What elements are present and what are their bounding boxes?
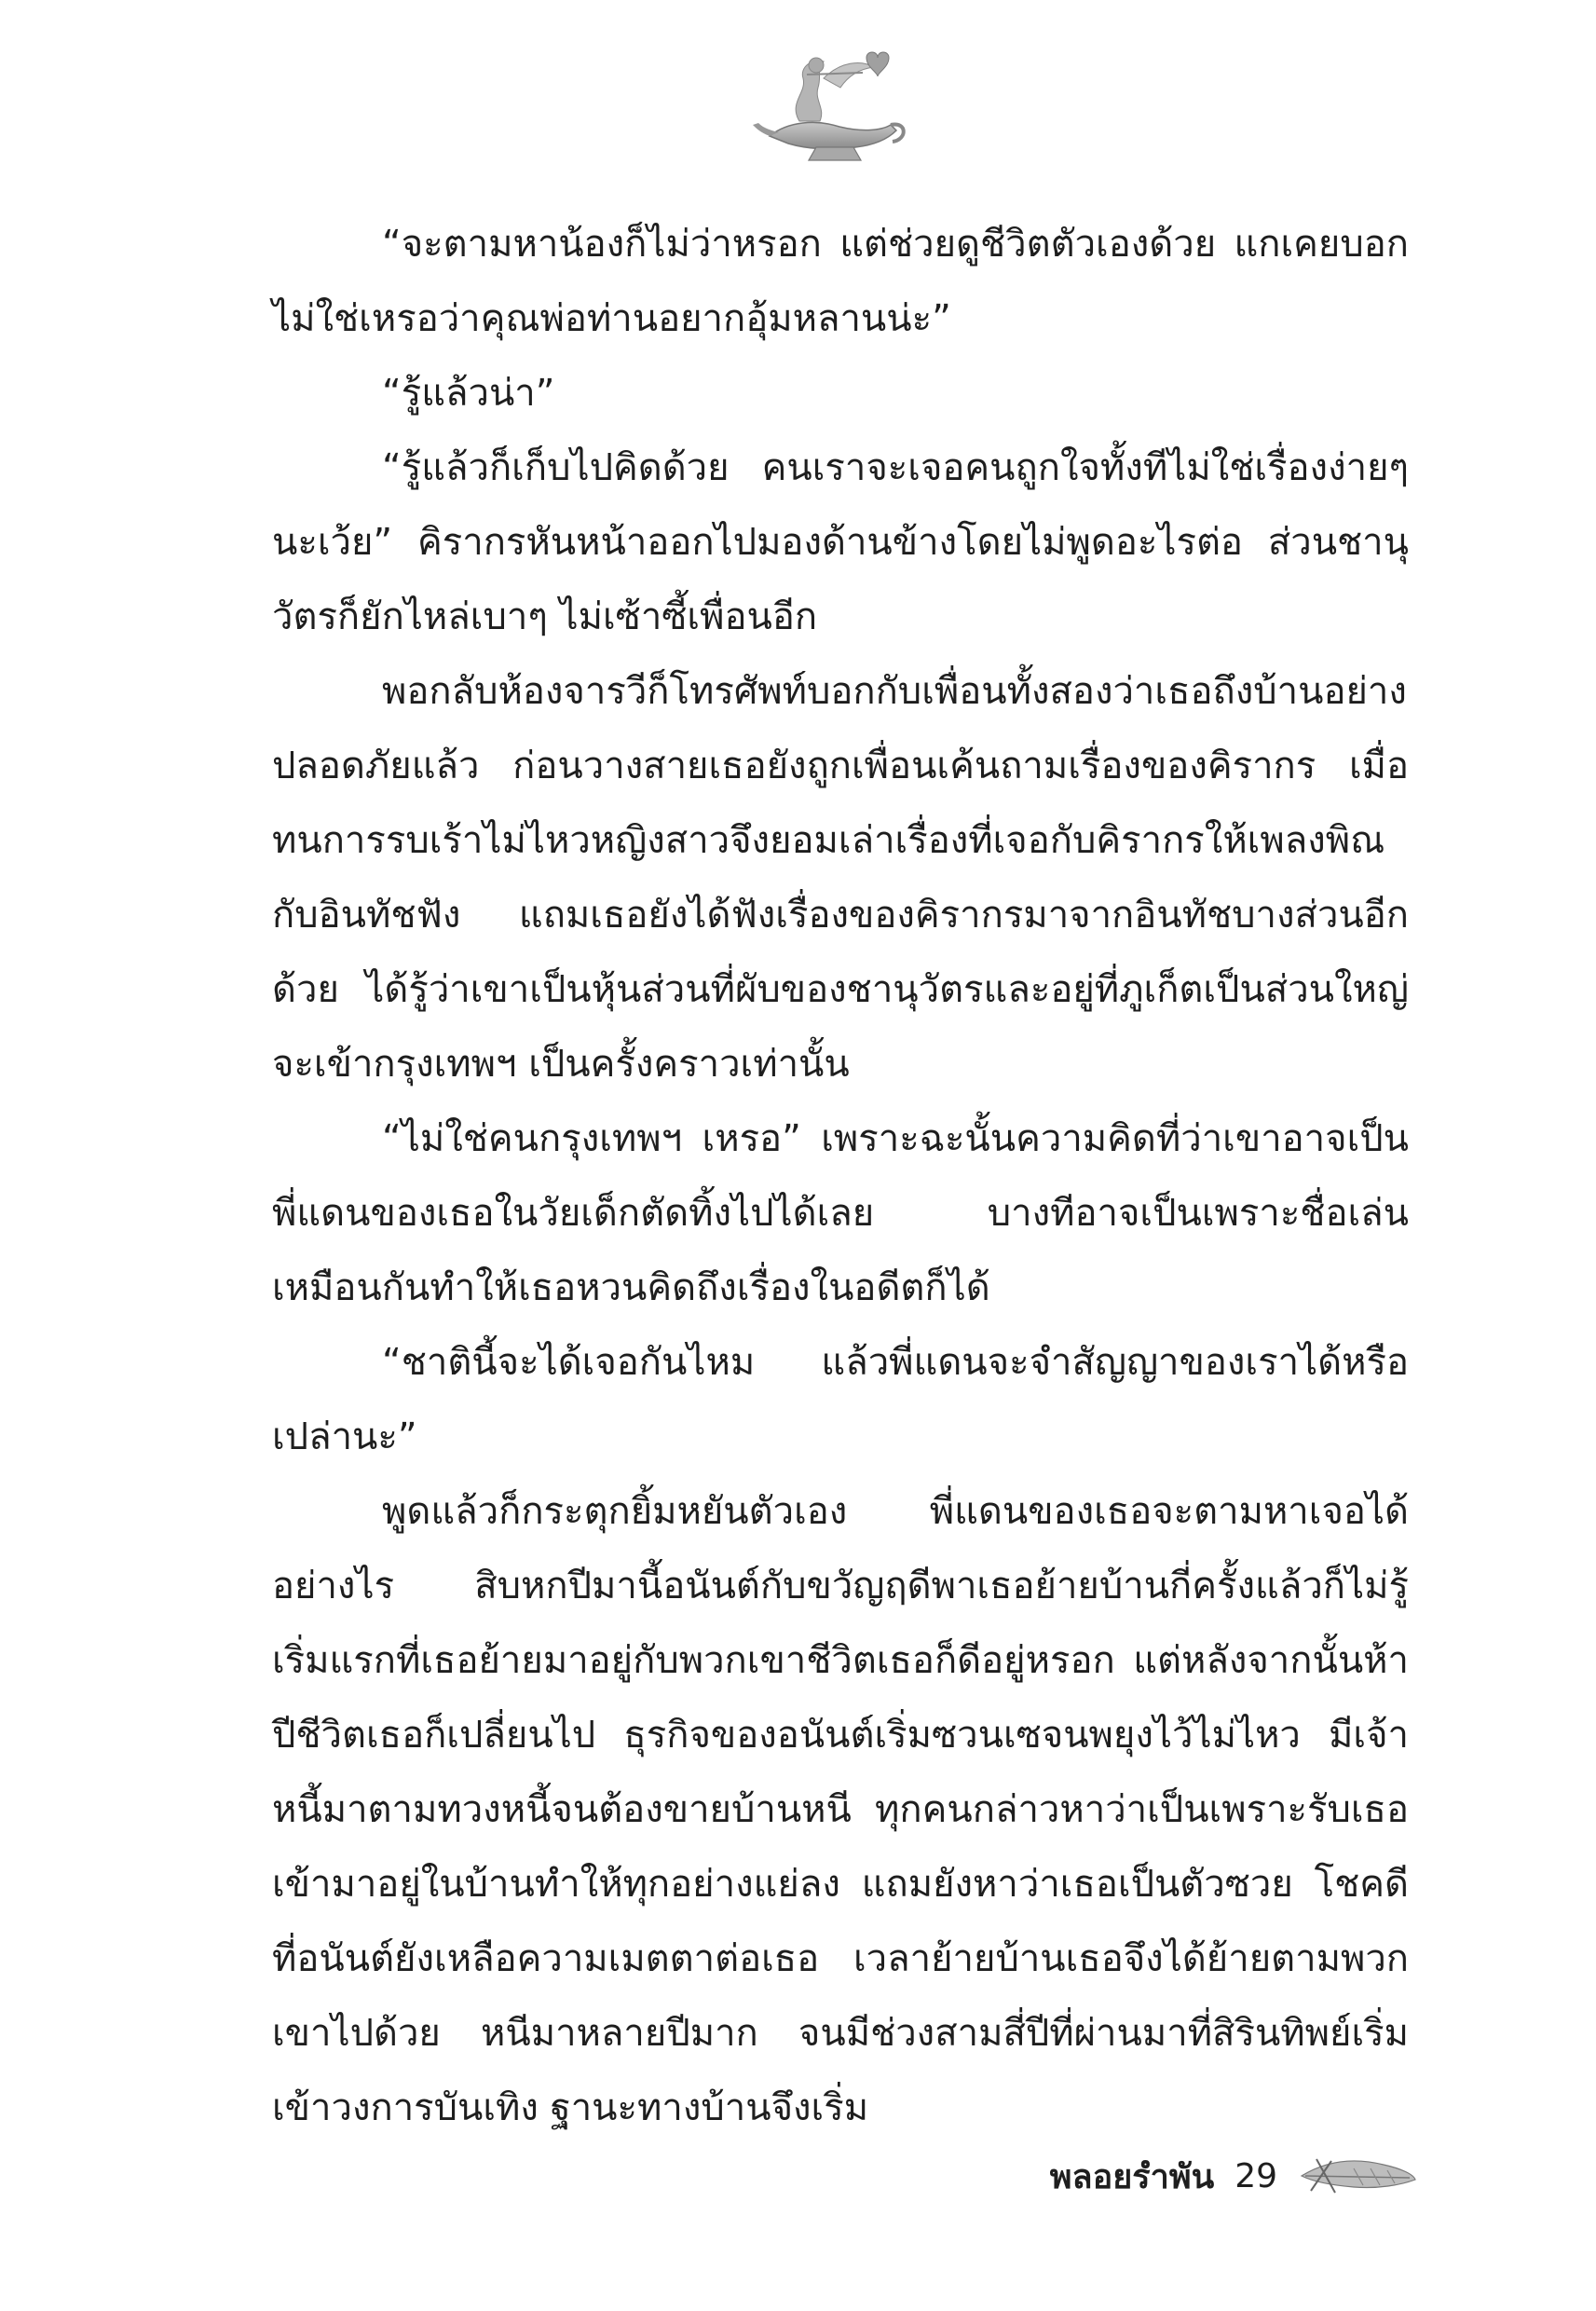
book-title: พลอยรำพัน: [1049, 2157, 1215, 2196]
paragraph: “ไม่ใช่คนกรุงเทพฯ เหรอ” เพราะฉะนั้นความคิดที่ว่าเขาอาจเป็นพี่แดนของเธอในวัยเด็กตัดทิ้งไปได้เลย บางทีอาจเป็นเพราะชื่อเล่นเหมือนกันทำให้เธอหวนคิดถึงเรื่องในอดีตก็ได้: [272, 1117, 1409, 1309]
paragraph: “ชาตินี้จะได้เจอกันไหม แล้วพี่แดนจะจำสัญญาของเราได้หรือเปล่านะ”: [272, 1341, 1409, 1458]
angel-lamp-ornament-icon: [751, 47, 909, 168]
page-number: 29: [1235, 2156, 1277, 2195]
paragraph: “รู้แล้วก็เก็บไปคิดด้วย คนเราจะเจอคนถูกใจทั้งทีไม่ใช่เรื่องง่ายๆ นะเว้ย” คิรากรหันหน้าออกไปมองด้านข้างโดยไม่พูดอะไรต่อ ส่วนชานุวัตรก็ยักไหล่เบาๆ ไม่เซ้าซี้เพื่อนอีก: [272, 446, 1409, 638]
feather-ornament-icon: [1298, 2148, 1419, 2204]
paragraph: “รู้แล้วน่า”: [382, 372, 555, 415]
body-text: [272, 207, 1409, 2145]
page-footer: [1050, 2148, 1419, 2204]
paragraph: “จะตามหาน้องก็ไม่ว่าหรอก แต่ช่วยดูชีวิตตัวเองด้วย แกเคยบอกไม่ใช่เหรอว่าคุณพ่อท่านอยากอุ้มหลานน่ะ”: [272, 223, 1409, 340]
paragraph: พอกลับห้องจารวีก็โทรศัพท์บอกกับเพื่อนทั้งสองว่าเธอถึงบ้านอย่างปลอดภัยแล้ว ก่อนวางสายเธอยังถูกเพื่อนเค้นถามเรื่องของคิรากร เมื่อทนการรบเร้าไม่ไหวหญิงสาวจึงยอมเล่าเรื่องที่เจอกับคิรากรให้เพลงพิณกับอินทัชฟัง แถมเธอยังได้ฟังเรื่องของคิรากรมาจากอินทัชบางส่วนอีกด้วย ได้รู้ว่าเขาเป็นหุ้นส่วนที่ผับของชานุวัตรและอยู่ที่ภูเก็ตเป็นส่วนใหญ่ จะเข้ากรุงเทพฯ เป็นครั้งคราวเท่านั้น: [272, 670, 1409, 1086]
paragraph: พูดแล้วก็กระตุกยิ้มหยันตัวเอง พี่แดนของเธอจะตามหาเจอได้อย่างไร สิบหกปีมานี้อนันต์กับขวัญฤดีพาเธอย้ายบ้านกี่ครั้งแล้วก็ไม่รู้ เริ่มแรกที่เธอย้ายมาอยู่กับพวกเขาชีวิตเธอก็ดีอยู่หรอก แต่หลังจากนั้นห้าปีชีวิตเธอก็เปลี่ยนไป ธุรกิจของอนันต์เริ่มซวนเซจนพยุงไว้ไม่ไหว มีเจ้าหนี้มาตามทวงหนี้จนต้องขายบ้านหนี ทุกคนกล่าวหาว่าเป็นเพราะรับเธอเข้ามาอยู่ในบ้านทำให้ทุกอย่างแย่ลง แถมยังหาว่าเธอเป็นตัวซวย โชคดีที่อนันต์ยังเหลือความเมตตาต่อเธอ เวลาย้ายบ้านเธอจึงได้ย้ายตามพวกเขาไปด้วย หนีมาหลายปีมาก จนมีช่วงสามสี่ปีที่ผ่านมาที่สิรินทิพย์เริ่มเข้าวงการบันเทิง ฐานะทางบ้านจึงเริ่ม: [272, 1490, 1409, 2129]
